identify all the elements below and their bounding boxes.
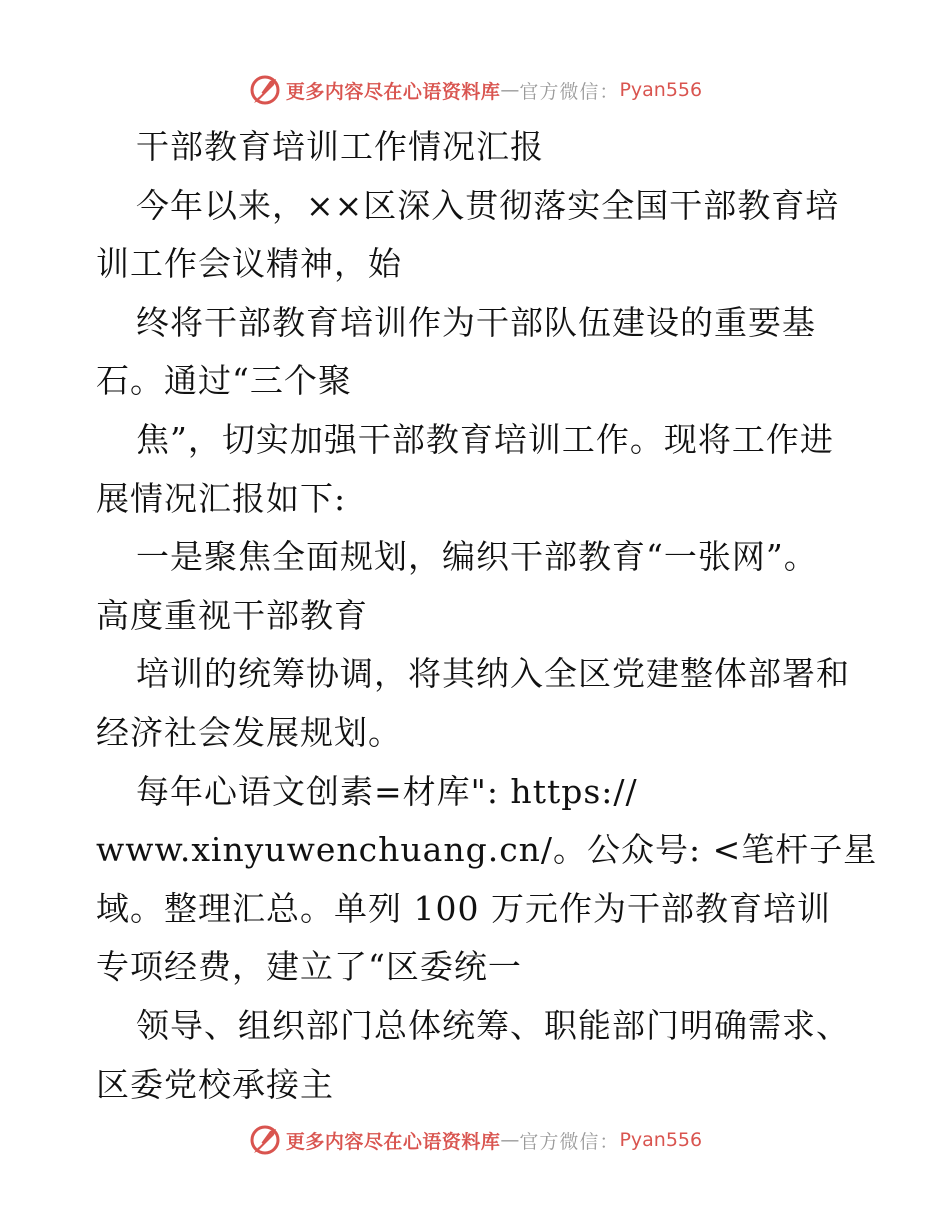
text-line: 专项经费，建立了“区委统一: [96, 947, 522, 987]
watermark-wechat-label: 官方微信：: [519, 80, 620, 103]
footer-watermark: [0, 1120, 950, 1160]
text-line: 今年以来，××区深入贯彻落实全国干部教育培: [136, 185, 840, 225]
text-line: 石。通过“三个聚: [96, 361, 352, 401]
watermark-wechat-label: 官方微信：: [519, 1130, 620, 1153]
document-body: [96, 118, 886, 1114]
text-line: 展情况汇报如下:: [96, 478, 347, 518]
watermark-separator: —: [500, 1129, 520, 1151]
quill-pen-logo-icon: [248, 1123, 282, 1157]
text-line: 焦”，切实加强干部教育培训工作。现将工作进: [136, 419, 834, 459]
watermark-main-text: 更多内容尽在心语资料库: [285, 1130, 501, 1153]
text-line: 高度重视干部教育: [96, 595, 368, 635]
text-line: www.xinyuwenchuang.cn/。公众号: <笔杆子星: [96, 830, 878, 870]
text-line: 培训的统筹协调，将其纳入全区党建整体部署和: [136, 654, 850, 694]
header-watermark: [0, 70, 950, 110]
text-line: 终将干部教育培训作为干部队伍建设的重要基: [136, 302, 816, 342]
text-line: 区委党校承接主: [96, 1064, 334, 1104]
watermark-main-text: 更多内容尽在心语资料库: [285, 80, 501, 103]
text-line: 每年心语文创素=材库": https://: [136, 771, 638, 811]
watermark-handle: Pyan556: [619, 1129, 703, 1151]
text-line: 训工作会议精神，始: [96, 244, 402, 284]
quill-pen-logo-icon: [248, 73, 282, 107]
text-line: 域。整理汇总。单列 100 万元作为干部教育培训: [96, 888, 831, 928]
watermark-handle: Pyan556: [619, 79, 703, 101]
text-line: 领导、组织部门总体统筹、职能部门明确需求、: [136, 1005, 850, 1045]
watermark-separator: —: [500, 79, 520, 101]
text-line: 一是聚焦全面规划，编织干部教育“一张网”。: [136, 537, 818, 577]
text-line: 经济社会发展规划。: [96, 712, 402, 752]
document-title: 干部教育培训工作情况汇报: [136, 127, 544, 166]
